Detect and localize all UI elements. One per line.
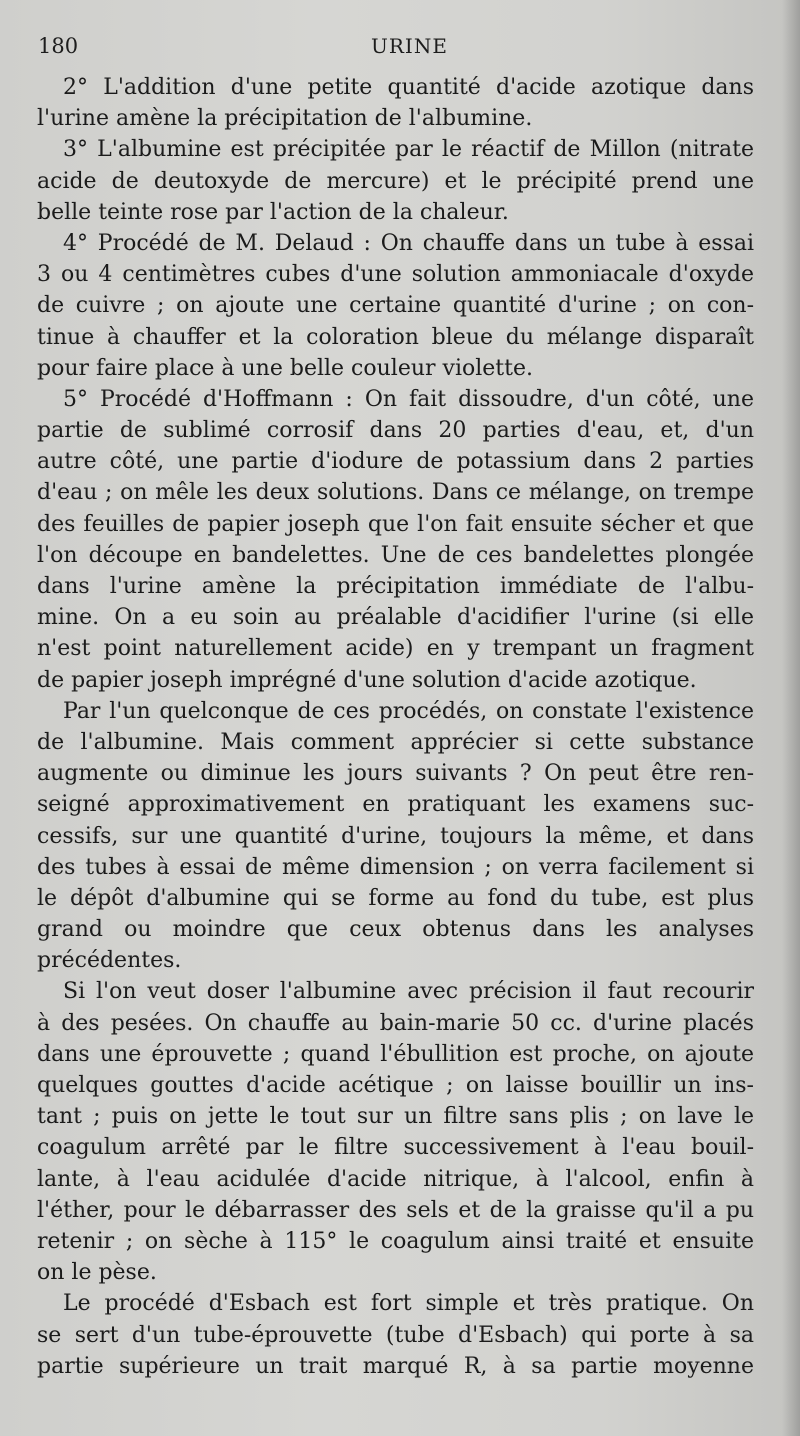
text-line: l'éther, pour le débarrasser des sels et de la graisse qu'il a pu <box>37 1197 754 1223</box>
text-line: mine. On a eu soin au préalable d'acidifier l'urine (si elle <box>37 605 754 631</box>
text-line: de cuivre ; on ajoute une certaine quantité d'urine ; on con- <box>37 293 754 319</box>
text-line: on le pèse. <box>37 1260 157 1286</box>
text-line: acide de deutoxyde de mercure) et le précipité prend une <box>37 168 754 194</box>
text-line: coagulum arrêté par le filtre successivement à l'eau bouil- <box>37 1135 754 1161</box>
text-line: belle teinte rose par l'action de la chaleur. <box>37 199 509 225</box>
text-line: d'eau ; on mêle les deux solutions. Dans ce mélange, on trempe <box>37 480 754 506</box>
text-line: précédentes. <box>37 948 182 974</box>
page-number: 180 <box>38 34 79 58</box>
text-line: de l'albumine. Mais comment apprécier si cette substance <box>37 729 754 755</box>
text-line: augmente ou diminue les jours suivants ? On peut être ren- <box>37 761 754 787</box>
text-line: des tubes à essai de même dimension ; on verra facilement si <box>37 854 754 880</box>
text-line: seigné approximativement en pratiquant les examens suc- <box>37 792 754 818</box>
text-line: partie supérieure un trait marqué R, à sa partie moyenne <box>37 1353 754 1379</box>
text-line: partie de sublimé corrosif dans 20 parties d'eau, et, d'un <box>37 418 754 444</box>
text-line: pour faire place à une belle couleur violette. <box>37 355 533 381</box>
text-line: Le procédé d'Esbach est fort simple et très pratique. On <box>63 1291 754 1317</box>
text-line: l'on découpe en bandelettes. Une de ces bandelettes plongée <box>37 542 754 568</box>
page-gutter-shadow <box>782 0 800 1436</box>
text-line: tinue à chauffer et la coloration bleue du mélange disparaît <box>37 324 754 350</box>
text-line: dans l'urine amène la précipitation immédiate de l'albu- <box>37 574 754 599</box>
text-line: cessifs, sur une quantité d'urine, toujours la même, et dans <box>37 823 754 849</box>
text-line: retenir ; on sèche à 115° le coagulum ainsi traité et ensuite <box>37 1228 754 1254</box>
text-line: à des pesées. On chauffe au bain-marie 50 cc. d'urine placés <box>37 1010 754 1036</box>
text-line: autre côté, une partie d'iodure de potassium dans 2 parties <box>37 449 754 475</box>
text-line: lante, à l'eau acidulée d'acide nitrique, à l'alcool, enfin à <box>37 1166 754 1192</box>
text-line: quelques gouttes d'acide acétique ; on laisse bouillir un ins- <box>37 1073 754 1098</box>
text-line: Si l'on veut doser l'albumine avec précision il faut recourir <box>63 979 754 1005</box>
text-line: 3° L'albumine est précipitée par le réactif de Millon (nitrate <box>63 137 754 163</box>
text-line: grand ou moindre que ceux obtenus dans les analyses <box>37 917 754 943</box>
body-text <box>37 72 754 1382</box>
text-line: 2° L'addition d'une petite quantité d'acide azotique dans <box>63 75 754 100</box>
text-line: Par l'un quelconque de ces procédés, on constate l'existence <box>63 698 754 724</box>
text-line: le dépôt d'albumine qui se forme au fond du tube, est plus <box>37 885 754 911</box>
text-line: l'urine amène la précipitation de l'albumine. <box>37 106 533 132</box>
text-line: de papier joseph imprégné d'une solution d'acide azotique. <box>37 667 697 693</box>
text-line: se sert d'un tube-éprouvette (tube d'Esbach) qui porte à sa <box>37 1322 754 1348</box>
text-line: dans une éprouvette ; quand l'ébullition est proche, on ajoute <box>37 1041 754 1067</box>
text-line: 5° Procédé d'Hoffmann : On fait dissoudre, d'un côté, une <box>63 386 754 412</box>
text-line: 3 ou 4 centimètres cubes d'une solution ammoniacale d'oxyde <box>37 262 754 288</box>
text-line: tant ; puis on jette le tout sur un filtre sans plis ; on lave le <box>37 1104 754 1130</box>
running-head: URINE <box>371 34 448 58</box>
text-line: n'est point naturellement acide) en y trempant un fragment <box>37 636 754 662</box>
text-line: des feuilles de papier joseph que l'on fait ensuite sécher et que <box>37 511 754 537</box>
page-header <box>38 34 758 62</box>
text-line: 4° Procédé de M. Delaud : On chauffe dans un tube à essai <box>63 230 754 256</box>
